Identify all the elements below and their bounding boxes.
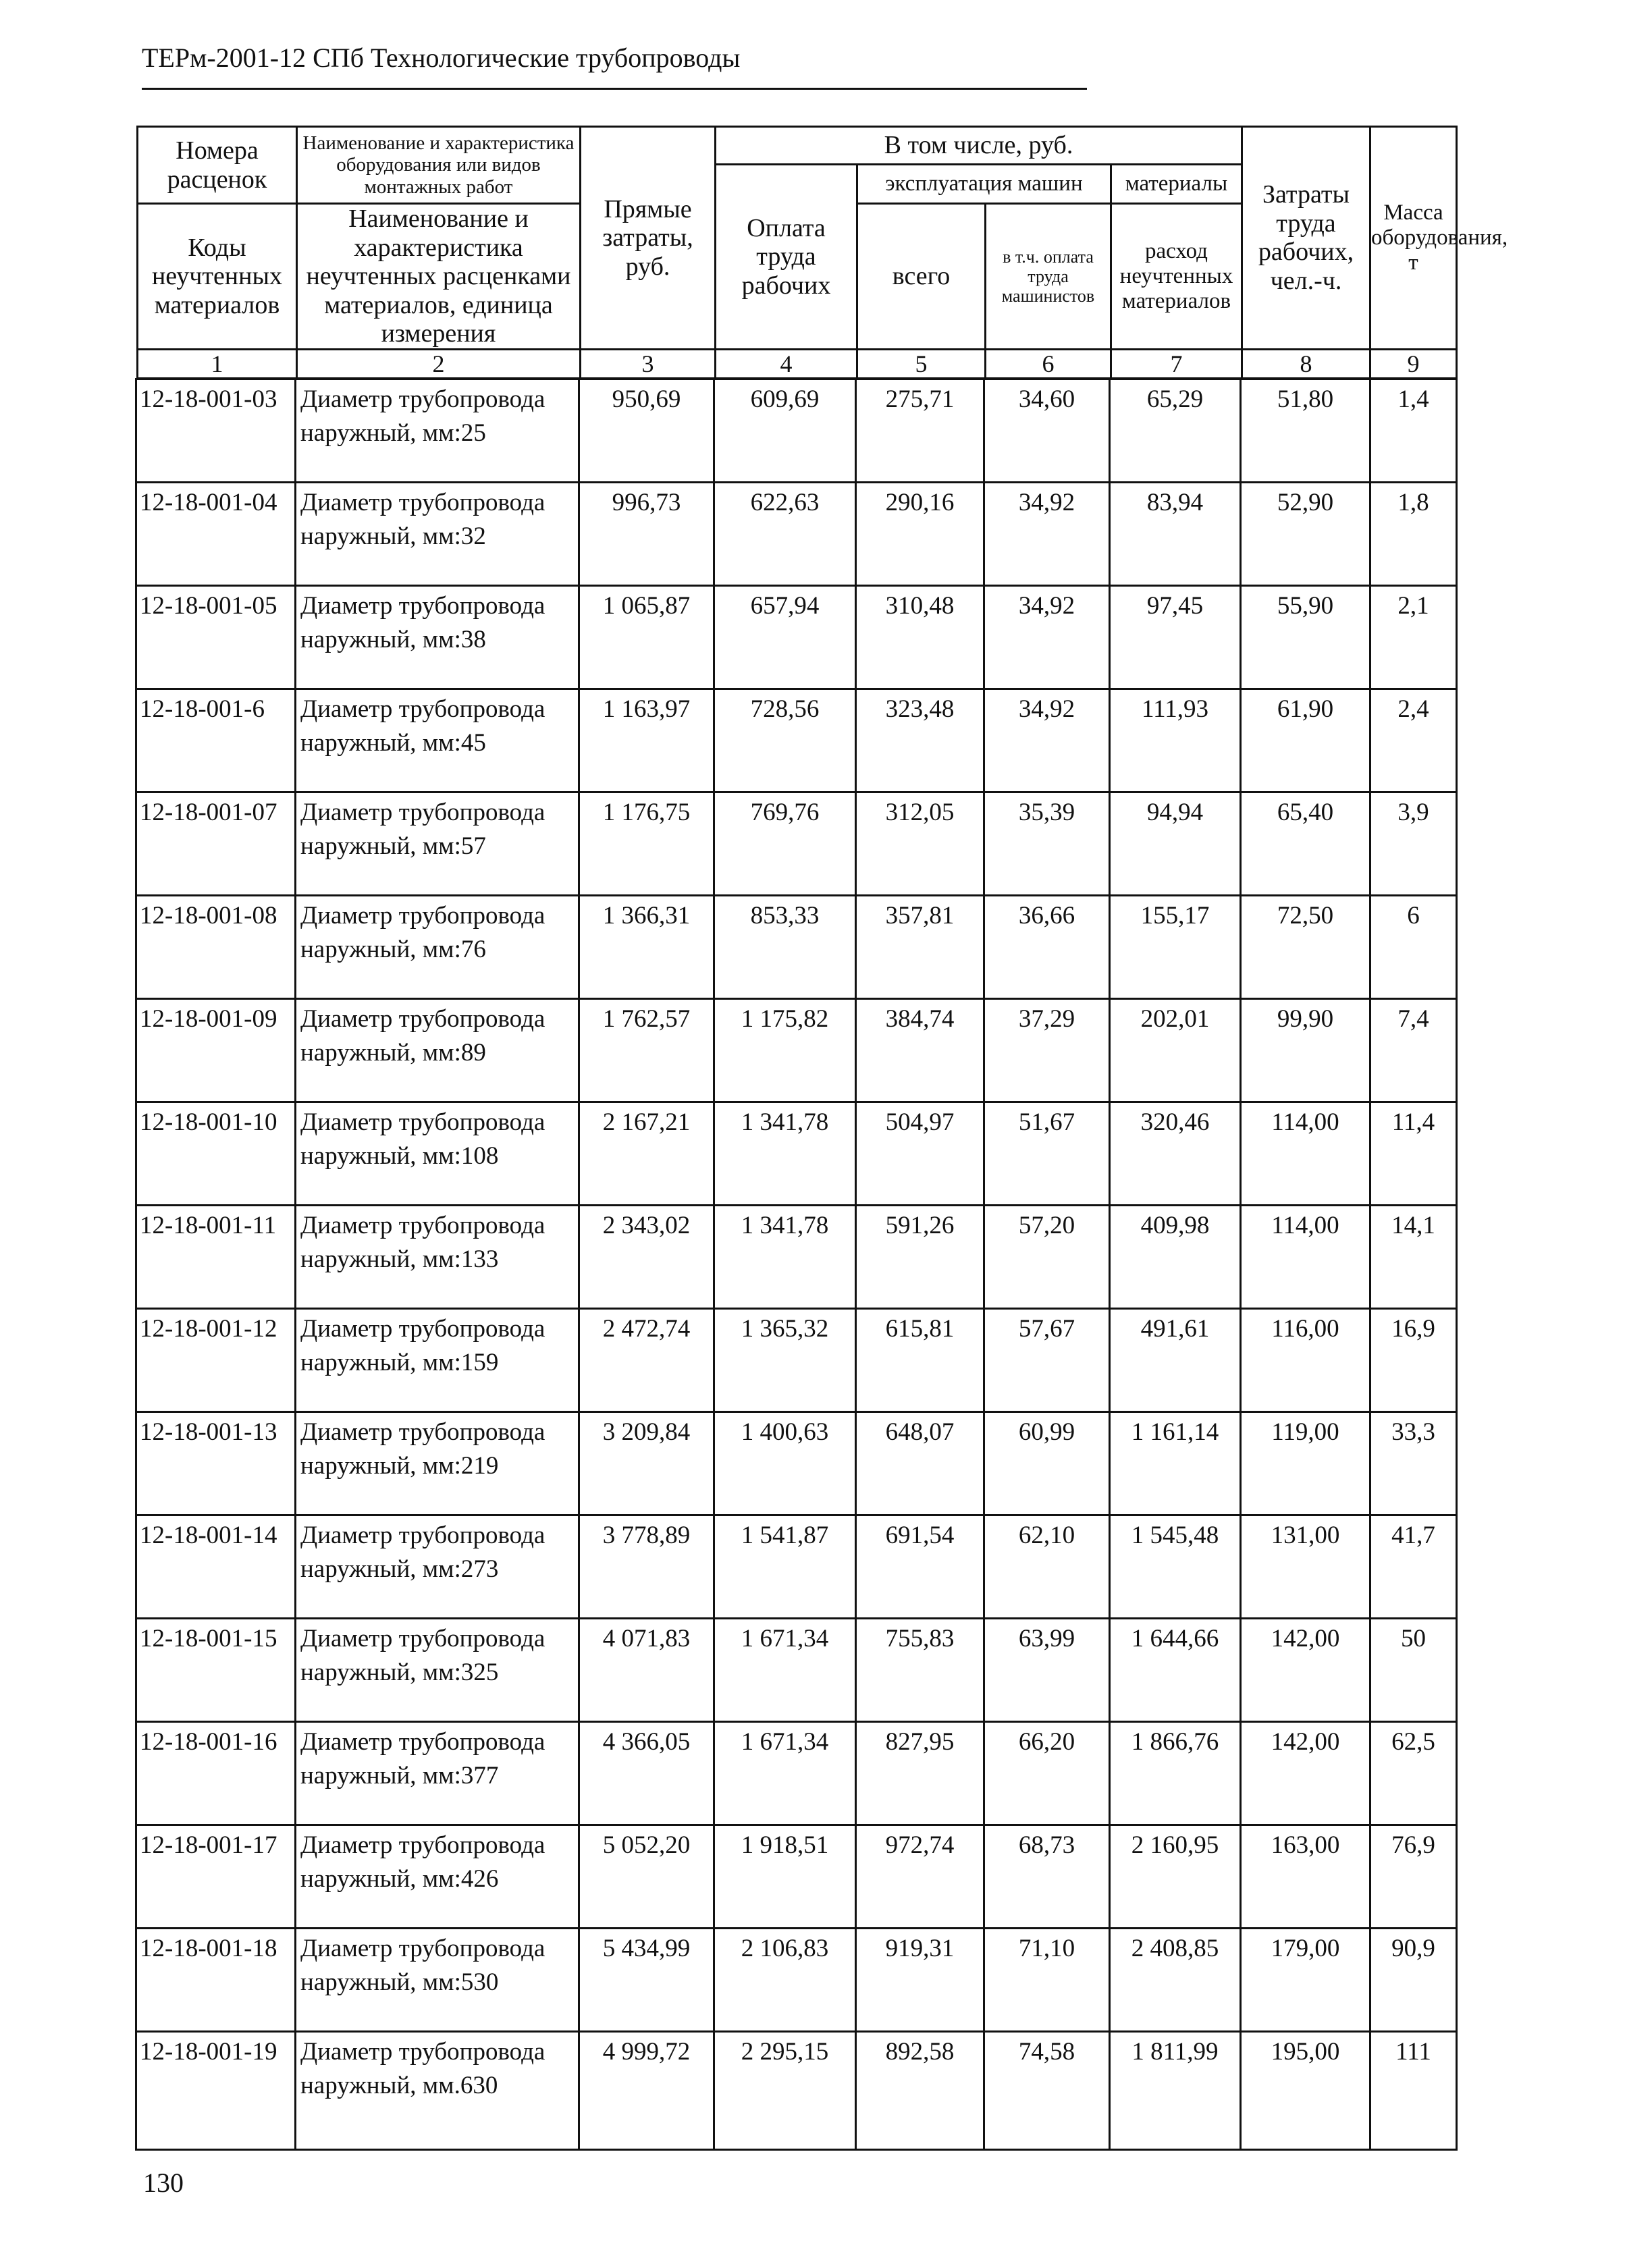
equipment-mass-cell: 111 [1370,2032,1457,2150]
materials-cell: 1 644,66 [1110,1619,1241,1722]
machinist-pay-cell: 74,58 [984,2032,1110,2150]
header-number: 9 [1370,349,1457,378]
equipment-mass-cell: 76,9 [1370,1825,1457,1929]
table-row [136,1309,1457,1412]
table-row [136,689,1457,792]
machines-total-cell: 290,16 [856,483,984,586]
labor-pay-cell: 1 671,34 [714,1619,856,1722]
rate-code-cell: 12-18-001-04 [136,483,296,586]
labor-pay-cell: 853,33 [714,896,856,999]
equipment-mass-cell: 90,9 [1370,1929,1457,2032]
labor-hours-cell: 51,80 [1241,379,1370,483]
materials-cell: 1 161,14 [1110,1412,1241,1515]
machines-total-cell: 615,81 [856,1309,984,1412]
work-name-cell: Диаметр трубопровода наружный, мм:89 [296,999,579,1102]
rate-code-cell: 12-18-001-03 [136,379,296,483]
header-including-group: В том числе, руб. [716,127,1242,165]
header-direct-costs: Прямые затраты, руб. [581,127,716,350]
header-rule [142,88,1087,90]
header-machinist-pay: в т.ч. оплата труда машинистов [986,204,1111,350]
machines-total-cell: 275,71 [856,379,984,483]
machines-total-cell: 310,48 [856,586,984,689]
machines-total-cell: 972,74 [856,1825,984,1929]
labor-hours-cell: 99,90 [1241,999,1370,1102]
rate-code-cell: 12-18-001-12 [136,1309,296,1412]
materials-cell: 1 545,48 [1110,1515,1241,1619]
direct-costs-cell: 4 999,72 [579,2032,714,2150]
rate-code-cell: 12-18-001-19 [136,2032,296,2150]
work-name-cell: Диаметр трубопровода наружный, мм:76 [296,896,579,999]
materials-cell: 1 811,99 [1110,2032,1241,2150]
header-rate-numbers: Номера расценок [138,127,297,204]
labor-pay-cell: 1 175,82 [714,999,856,1102]
header-unaccounted-materials: расход неучтенных материалов [1111,204,1242,350]
materials-cell: 83,94 [1110,483,1241,586]
labor-hours-cell: 114,00 [1241,1206,1370,1309]
labor-pay-cell: 2 295,15 [714,2032,856,2150]
materials-cell: 409,98 [1110,1206,1241,1309]
machinist-pay-cell: 60,99 [984,1412,1110,1515]
header-labor-hours: Затраты труда рабочих, чел.-ч. [1242,127,1370,350]
rate-code-cell: 12-18-001-17 [136,1825,296,1929]
machinist-pay-cell: 34,92 [984,483,1110,586]
machines-total-cell: 384,74 [856,999,984,1102]
labor-hours-cell: 65,40 [1241,792,1370,896]
header-labor-pay: Оплата труда рабочих [716,165,857,350]
work-name-cell: Диаметр трубопровода наружный, мм:530 [296,1929,579,2032]
table-row [136,1619,1457,1722]
equipment-mass-cell: 1,8 [1370,483,1457,586]
equipment-mass-cell: 2,1 [1370,586,1457,689]
machines-total-cell: 357,81 [856,896,984,999]
machinist-pay-cell: 62,10 [984,1515,1110,1619]
rate-code-cell: 12-18-001-11 [136,1206,296,1309]
table-row [136,1825,1457,1929]
machinist-pay-cell: 57,67 [984,1309,1110,1412]
header-number: 7 [1111,349,1242,378]
rate-code-cell: 12-18-001-14 [136,1515,296,1619]
direct-costs-cell: 4 071,83 [579,1619,714,1722]
direct-costs-cell: 2 343,02 [579,1206,714,1309]
work-name-cell: Диаметр трубопровода наружный, мм.630 [296,2032,579,2150]
materials-cell: 202,01 [1110,999,1241,1102]
header-machines-total: всего [857,204,986,350]
header-number: 8 [1242,349,1370,378]
work-name-cell: Диаметр трубопровода наружный, мм:377 [296,1722,579,1825]
equipment-mass-cell: 41,7 [1370,1515,1457,1619]
machinist-pay-cell: 68,73 [984,1825,1110,1929]
direct-costs-cell: 1 176,75 [579,792,714,896]
machines-total-cell: 827,95 [856,1722,984,1825]
machinist-pay-cell: 63,99 [984,1619,1110,1722]
table-row [136,999,1457,1102]
header-number-row [138,349,1457,378]
rates-table [135,378,1458,2151]
rate-code-cell: 12-18-001-05 [136,586,296,689]
direct-costs-cell: 5 434,99 [579,1929,714,2032]
machinist-pay-cell: 34,60 [984,379,1110,483]
labor-hours-cell: 142,00 [1241,1722,1370,1825]
header-material-name: Наименование и характеристика неучтенных расценками материалов, единица измерения [297,204,581,350]
header-number: 6 [986,349,1111,378]
table-row [136,2032,1457,2150]
labor-pay-cell: 728,56 [714,689,856,792]
machinist-pay-cell: 34,92 [984,689,1110,792]
machinist-pay-cell: 37,29 [984,999,1110,1102]
machines-total-cell: 591,26 [856,1206,984,1309]
labor-hours-cell: 52,90 [1241,483,1370,586]
equipment-mass-cell: 2,4 [1370,689,1457,792]
equipment-mass-cell: 33,3 [1370,1412,1457,1515]
labor-pay-cell: 657,94 [714,586,856,689]
labor-pay-cell: 622,63 [714,483,856,586]
table-row [136,896,1457,999]
header-equipment-mass: Масса оборудования, т [1370,127,1457,350]
table-row [136,1515,1457,1619]
rate-code-cell: 12-18-001-6 [136,689,296,792]
materials-cell: 320,46 [1110,1102,1241,1206]
labor-pay-cell: 1 671,34 [714,1722,856,1825]
header-number: 4 [716,349,857,378]
equipment-mass-cell: 3,9 [1370,792,1457,896]
labor-pay-cell: 1 341,78 [714,1102,856,1206]
labor-pay-cell: 1 918,51 [714,1825,856,1929]
rate-code-cell: 12-18-001-15 [136,1619,296,1722]
rate-code-cell: 12-18-001-09 [136,999,296,1102]
machines-total-cell: 691,54 [856,1515,984,1619]
table-row [136,586,1457,689]
materials-cell: 2 160,95 [1110,1825,1241,1929]
labor-hours-cell: 61,90 [1241,689,1370,792]
direct-costs-cell: 3 778,89 [579,1515,714,1619]
direct-costs-cell: 2 167,21 [579,1102,714,1206]
rate-code-cell: 12-18-001-13 [136,1412,296,1515]
equipment-mass-cell: 6 [1370,896,1457,999]
labor-hours-cell: 55,90 [1241,586,1370,689]
materials-cell: 2 408,85 [1110,1929,1241,2032]
labor-hours-cell: 195,00 [1241,2032,1370,2150]
work-name-cell: Диаметр трубопровода наружный, мм:426 [296,1825,579,1929]
labor-pay-cell: 1 341,78 [714,1206,856,1309]
materials-cell: 111,93 [1110,689,1241,792]
header-machines-group: эксплуатация машин [857,165,1111,204]
machinist-pay-cell: 34,92 [984,586,1110,689]
table-header [136,126,1508,379]
labor-hours-cell: 131,00 [1241,1515,1370,1619]
table-row [136,483,1457,586]
direct-costs-cell: 1 065,87 [579,586,714,689]
rate-code-cell: 12-18-001-08 [136,896,296,999]
direct-costs-cell: 996,73 [579,483,714,586]
equipment-mass-cell: 14,1 [1370,1206,1457,1309]
materials-cell: 1 866,76 [1110,1722,1241,1825]
labor-pay-cell: 2 106,83 [714,1929,856,2032]
work-name-cell: Диаметр трубопровода наружный, мм:45 [296,689,579,792]
machines-total-cell: 755,83 [856,1619,984,1722]
equipment-mass-cell: 62,5 [1370,1722,1457,1825]
page-header-title: ТЕРм-2001-12 СПб Технологические трубопроводы [142,43,741,73]
work-name-cell: Диаметр трубопровода наружный, мм:273 [296,1515,579,1619]
table-row [136,792,1457,896]
labor-hours-cell: 179,00 [1241,1929,1370,2032]
work-name-cell: Диаметр трубопровода наружный, мм:57 [296,792,579,896]
work-name-cell: Диаметр трубопровода наружный, мм:38 [296,586,579,689]
machinist-pay-cell: 36,66 [984,896,1110,999]
rate-code-cell: 12-18-001-16 [136,1722,296,1825]
work-name-cell: Диаметр трубопровода наружный, мм:25 [296,379,579,483]
work-name-cell: Диаметр трубопровода наружный, мм:133 [296,1206,579,1309]
machines-total-cell: 892,58 [856,2032,984,2150]
equipment-mass-cell: 16,9 [1370,1309,1457,1412]
table-row [136,379,1457,483]
header-number: 2 [297,349,581,378]
direct-costs-cell: 950,69 [579,379,714,483]
rate-code-cell: 12-18-001-18 [136,1929,296,2032]
equipment-mass-cell: 1,4 [1370,379,1457,483]
machinist-pay-cell: 71,10 [984,1929,1110,2032]
work-name-cell: Диаметр трубопровода наружный, мм:325 [296,1619,579,1722]
header-number: 1 [138,349,297,378]
direct-costs-cell: 2 472,74 [579,1309,714,1412]
table-row [136,1412,1457,1515]
labor-hours-cell: 114,00 [1241,1102,1370,1206]
machinist-pay-cell: 57,20 [984,1206,1110,1309]
labor-hours-cell: 116,00 [1241,1309,1370,1412]
labor-hours-cell: 163,00 [1241,1825,1370,1929]
work-name-cell: Диаметр трубопровода наружный, мм:219 [296,1412,579,1515]
labor-pay-cell: 769,76 [714,792,856,896]
machinist-pay-cell: 51,67 [984,1102,1110,1206]
labor-hours-cell: 142,00 [1241,1619,1370,1722]
page-number: 130 [143,2168,184,2198]
direct-costs-cell: 5 052,20 [579,1825,714,1929]
direct-costs-cell: 1 762,57 [579,999,714,1102]
header-number: 3 [581,349,716,378]
table-row [136,1929,1457,2032]
rate-code-cell: 12-18-001-10 [136,1102,296,1206]
machinist-pay-cell: 66,20 [984,1722,1110,1825]
table-row [136,1206,1457,1309]
materials-cell: 155,17 [1110,896,1241,999]
equipment-mass-cell: 50 [1370,1619,1457,1722]
labor-hours-cell: 119,00 [1241,1412,1370,1515]
labor-pay-cell: 609,69 [714,379,856,483]
equipment-mass-cell: 7,4 [1370,999,1457,1102]
table-row [136,1102,1457,1206]
header-material-codes: Коды неучтенных материалов [138,204,297,350]
machinist-pay-cell: 35,39 [984,792,1110,896]
labor-pay-cell: 1 541,87 [714,1515,856,1619]
machines-total-cell: 323,48 [856,689,984,792]
equipment-mass-cell: 11,4 [1370,1102,1457,1206]
rate-code-cell: 12-18-001-07 [136,792,296,896]
materials-cell: 491,61 [1110,1309,1241,1412]
header-materials-group: материалы [1111,165,1242,204]
work-name-cell: Диаметр трубопровода наружный, мм:159 [296,1309,579,1412]
machines-total-cell: 504,97 [856,1102,984,1206]
header-number: 5 [857,349,986,378]
labor-hours-cell: 72,50 [1241,896,1370,999]
machines-total-cell: 919,31 [856,1929,984,2032]
materials-cell: 65,29 [1110,379,1241,483]
machines-total-cell: 648,07 [856,1412,984,1515]
work-name-cell: Диаметр трубопровода наружный, мм:108 [296,1102,579,1206]
table-row [136,1722,1457,1825]
labor-pay-cell: 1 400,63 [714,1412,856,1515]
direct-costs-cell: 4 366,05 [579,1722,714,1825]
labor-pay-cell: 1 365,32 [714,1309,856,1412]
machines-total-cell: 312,05 [856,792,984,896]
header-work-name: Наименование и характеристика оборудования или видов монтажных работ [297,127,581,204]
materials-cell: 94,94 [1110,792,1241,896]
materials-cell: 97,45 [1110,586,1241,689]
direct-costs-cell: 3 209,84 [579,1412,714,1515]
direct-costs-cell: 1 163,97 [579,689,714,792]
work-name-cell: Диаметр трубопровода наружный, мм:32 [296,483,579,586]
direct-costs-cell: 1 366,31 [579,896,714,999]
